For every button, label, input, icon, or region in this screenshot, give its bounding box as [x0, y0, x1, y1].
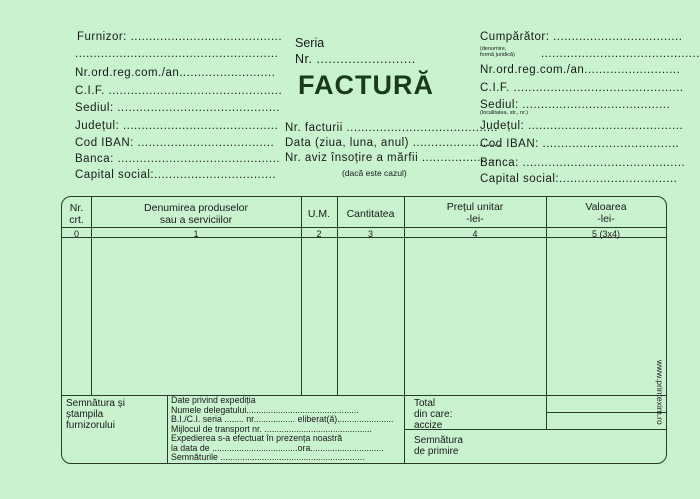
col-number: 3: [367, 229, 373, 239]
delivery-note-field: Nr. aviz însoțire a mărfii .....................: [285, 152, 500, 164]
buyer-name-note: (denumire,: [480, 46, 507, 52]
buyer-reg-field: Nr.ord.reg.com./an..........................: [480, 64, 681, 76]
invoice-number-field: Nr. facturii .........................................: [285, 122, 498, 134]
number-field: Nr. .........................: [295, 52, 416, 66]
receipt-signature-label: Semnătura de primire: [414, 435, 463, 457]
buyer-bank-field: Banca: ............................................: [480, 157, 686, 169]
buyer-name-field: Cumpărător: ...................................: [480, 31, 683, 43]
col-header-unit-price: Prețul unitar -lei-: [446, 201, 504, 225]
col-header-quantity: Cantitatea: [346, 208, 395, 220]
buyer-iban-field: Cod IBAN: .....................................: [480, 138, 680, 150]
col-number: 2: [316, 229, 322, 239]
series-label: Seria: [295, 36, 325, 50]
supplier-iban-field: Cod IBAN: .....................................: [75, 137, 275, 149]
total-label: Total din care: accize: [414, 398, 453, 431]
invoice-table: [61, 196, 667, 464]
supplier-reg-field: Nr.ord.reg.com./an..........................: [75, 67, 276, 79]
supplier-name-field: Furnizor: .........................................: [77, 31, 283, 43]
supplier-cif-field: C.I.F. ...............................................: [75, 85, 283, 97]
buyer-address-field: Sediul: ........................................: [480, 99, 671, 111]
supplier-county-field: Județul: ..........................................: [75, 120, 279, 132]
supplier-bank-field: Banca: ............................................: [75, 153, 281, 165]
supplier-capital-field: Capital social:.................................: [75, 169, 277, 181]
buyer-capital-field: Capital social:................................: [480, 173, 678, 185]
col-number: 4: [472, 229, 478, 239]
invoice-date-field: Data (ziua, luna, anul) ........................: [285, 137, 502, 149]
buyer-name-line2: ...........................................: [541, 48, 700, 60]
col-number: 1: [193, 229, 199, 239]
col-header-product: Denumirea produselor sau a serviciilor: [144, 202, 248, 226]
shipping-info-block: Date privind expediția Numele delegatului.............................................. B.I./C.I. seria ........ nr................. eliberat(ă)....................... Mijlocul de transport nr. ............................................ Expedierea s-a efectuat în prezența noastră la data de ...................................ora.............................. Semnăturile ...........................................................: [171, 395, 394, 462]
buyer-county-field: Județul: ..........................................: [480, 120, 684, 132]
supplier-address-field: Sediul: ............................................: [75, 102, 280, 114]
col-number: 0: [73, 229, 79, 239]
supplier-signature-label: Semnătura și ștampila furnizorului: [66, 398, 125, 431]
website-text: www.printexim.ro: [655, 360, 665, 425]
col-header-um: U.M.: [307, 208, 331, 220]
if-applicable-note: (dacă este cazul): [342, 168, 407, 178]
buyer-form-note: formă juridică): [480, 52, 515, 58]
col-header-value: Valoarea -lei-: [585, 201, 627, 225]
buyer-address-note: (localitatea, str., nr.): [480, 110, 528, 116]
buyer-cif-field: C.I.F. ..............................................: [480, 82, 684, 94]
col-header-nr: Nr. crt.: [69, 202, 84, 226]
document-title: FACTURĂ: [298, 70, 434, 100]
supplier-name-line2: .......................................................: [75, 48, 279, 60]
col-number: 5 (3x4): [591, 229, 620, 239]
